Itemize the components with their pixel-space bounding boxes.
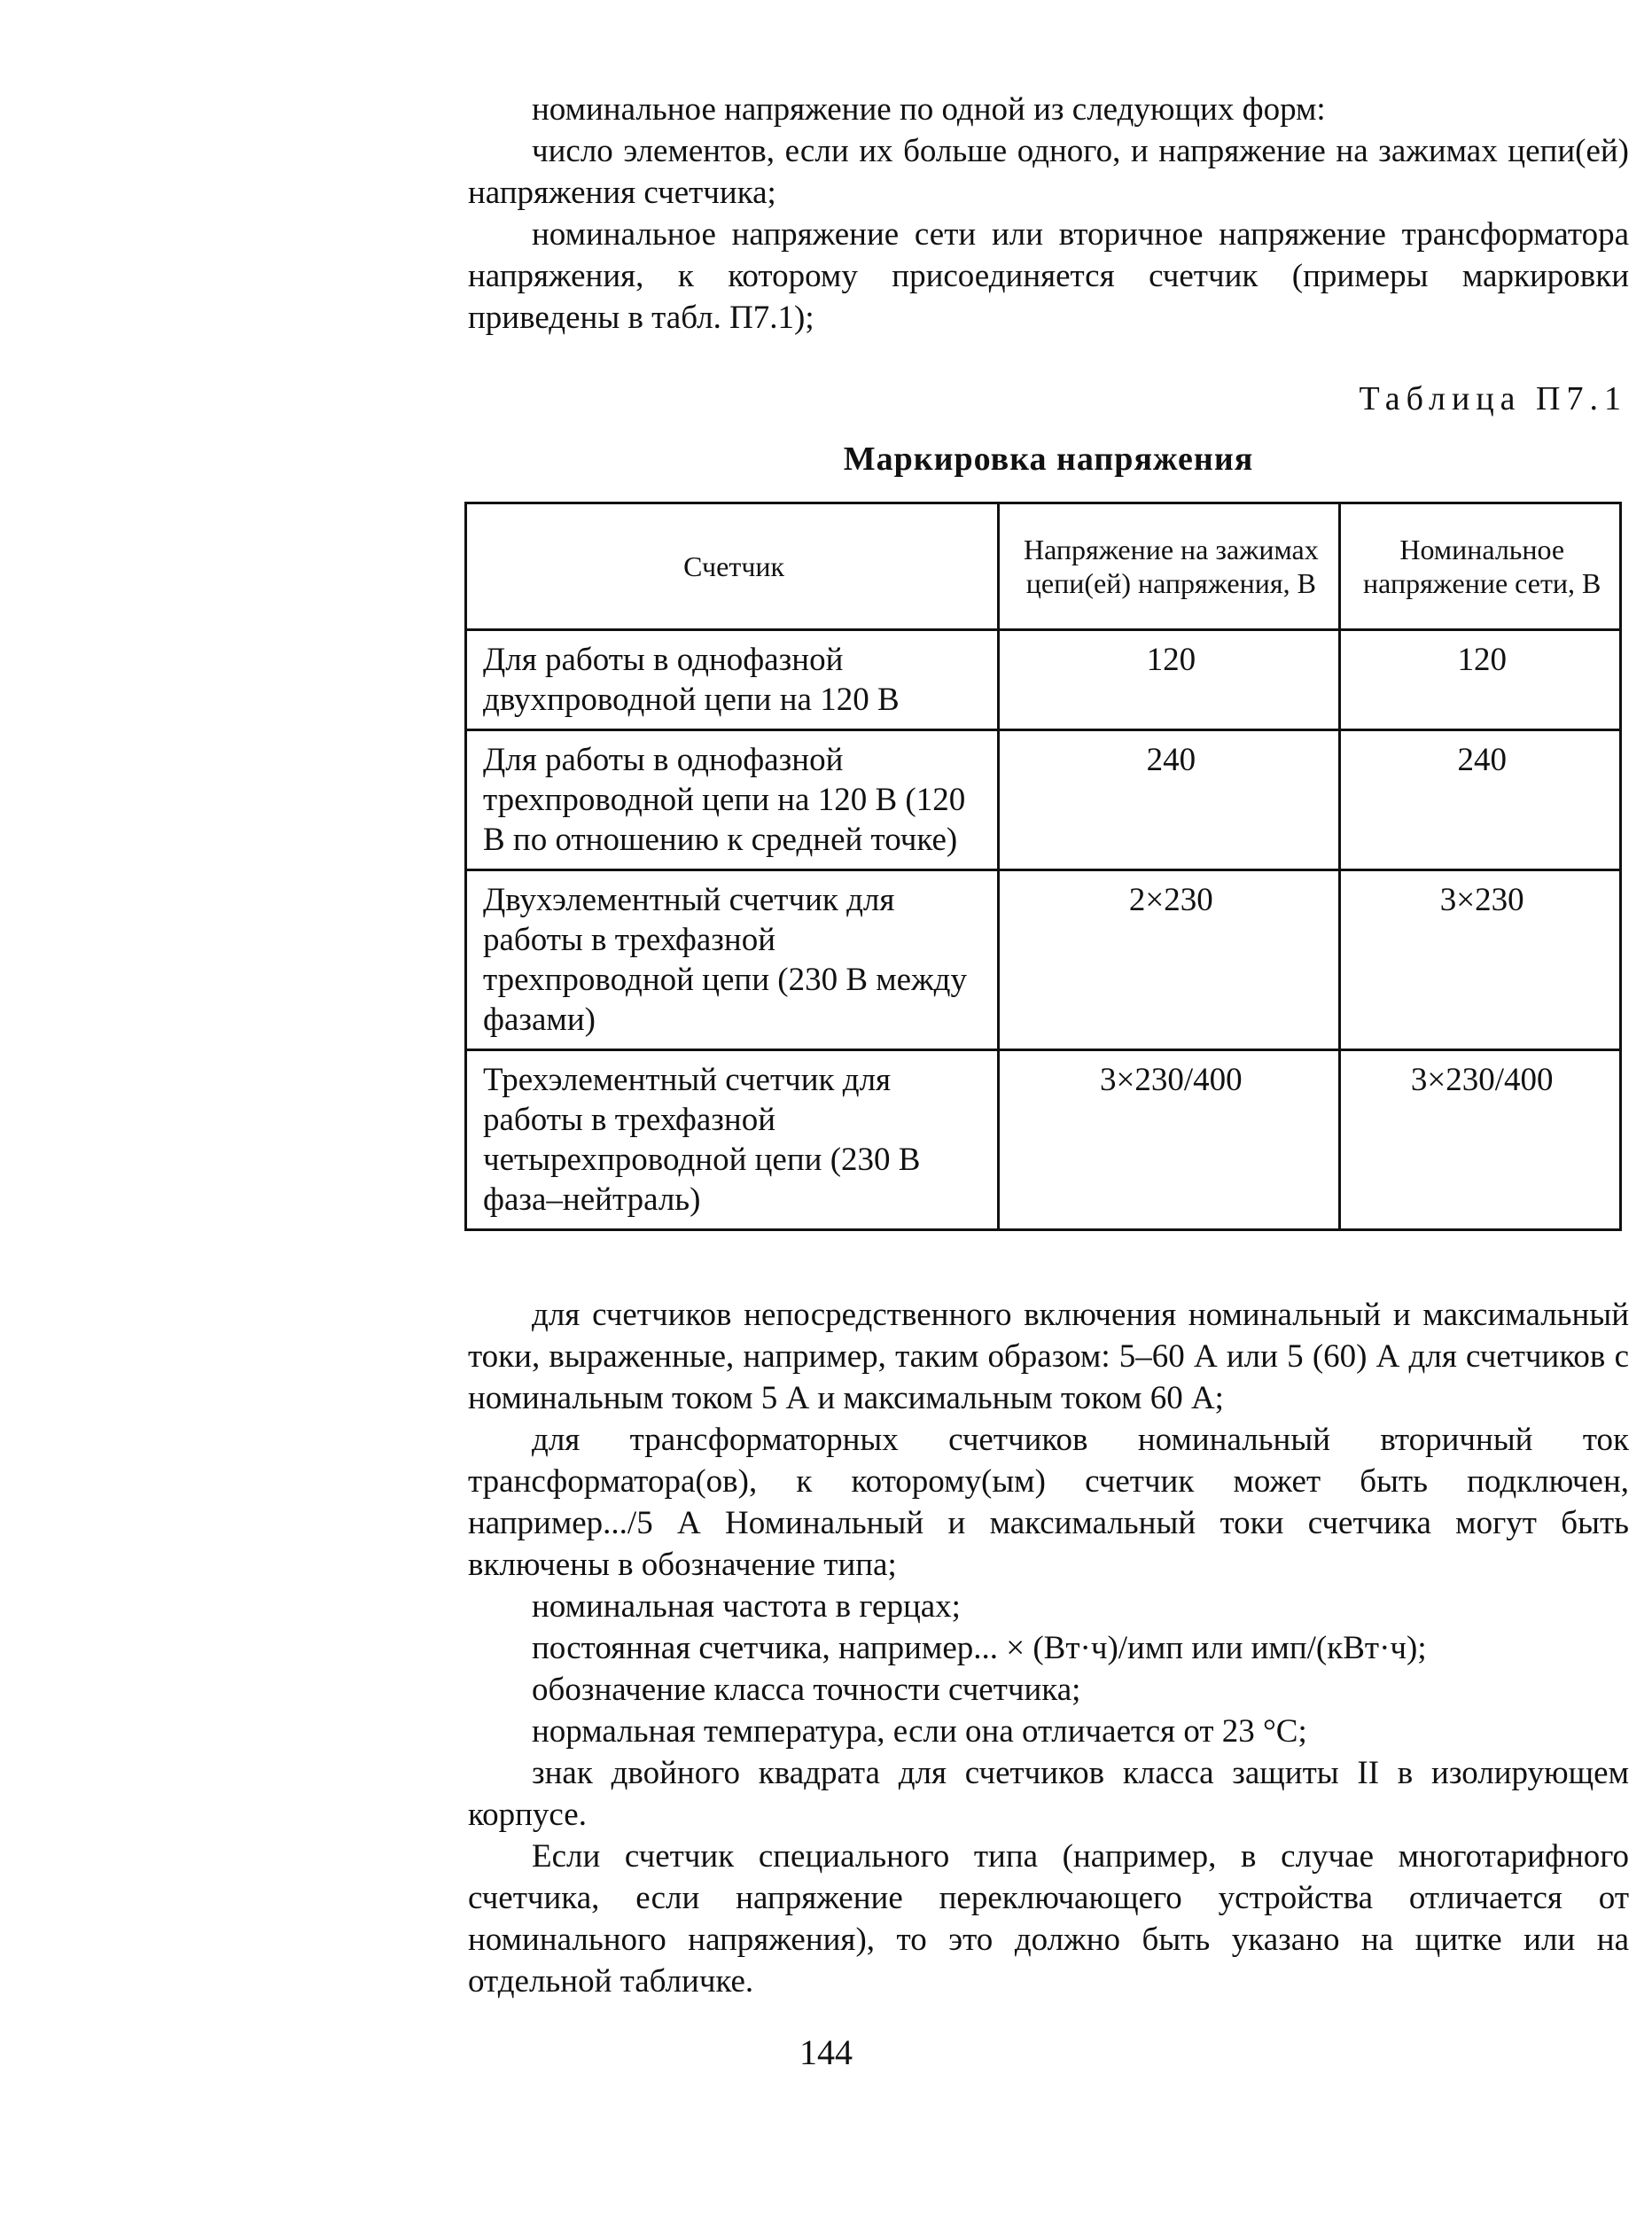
cell-network-voltage: 3×230 [1340,870,1621,1050]
cell-meter: Для работы в однофазной трехпроводной цепи на 120 В (120 В по отношению к средней точке) [466,730,999,870]
cell-terminal-voltage: 2×230 [999,870,1340,1050]
header-terminal-voltage: Напряжение на зажимах цепи(ей) напряжения, В [999,503,1340,630]
table-caption: Таблица П7.1 [1359,380,1627,417]
paragraph: номинальная частота в герцах; [532,1588,961,1625]
paragraph: Если счетчик специального типа (например, в случае многотарифного счетчика, если напряжение переключающего устройства отличается от номинального напряжения), то это должно быть указано на щитке или на отдельной табличке. [468,1838,1629,2000]
paragraph: для трансформаторных счетчиков номинальный вторичный ток трансформатора(ов), к которому(ым) счетчик может быть подключен, например.../5 А Номинальный и максимальный токи счетчика могут быть включены в обозначение типа; [468,1422,1629,1583]
cell-network-voltage: 3×230/400 [1340,1050,1621,1230]
cell-meter: Для работы в однофазной двухпроводной цепи на 120 В [466,630,999,730]
header-network-voltage: Номинальное напряжение сети, В [1340,503,1621,630]
cell-meter: Двухэлементный счетчик для работы в трехфазной трехпроводной цепи (230 В между фазами) [466,870,999,1050]
cell-terminal-voltage: 120 [999,630,1340,730]
intro-text-block [468,89,1629,339]
paragraph: обозначение класса точности счетчика; [532,1672,1081,1708]
table-title: Маркировка напряжения [843,441,1254,478]
paragraph: номинальное напряжение сети или вторичное напряжение трансформатора напряжения, к которому присоединяется счетчик (примеры маркировки приведены в табл. П7.1); [468,216,1629,336]
cell-meter: Трехэлементный счетчик для работы в трехфазной четырехпроводной цепи (230 В фаза–нейтраль) [466,1050,999,1230]
table-header-row [466,503,1621,630]
paragraph: для счетчиков непосредственного включения номинальный и максимальный токи, выраженные, например, таким образом: 5–60 А или 5 (60) А для счетчиков с номинальным током 5 А и максимальным током 60 А; [468,1297,1629,1416]
cell-network-voltage: 120 [1340,630,1621,730]
cell-terminal-voltage: 240 [999,730,1340,870]
table-row [466,1050,1621,1230]
voltage-marking-table [464,502,1622,1231]
paragraph: знак двойного квадрата для счетчиков класса защиты II в изолирующем корпусе. [468,1755,1629,1833]
page-number: 144 [799,2032,853,2072]
paragraph: постоянная счетчика, например... × (Вт·ч)/имп или имп/(кВт·ч); [532,1630,1427,1666]
paragraph: номинальное напряжение по одной из следующих форм: [532,91,1326,128]
table-row [466,870,1621,1050]
cell-network-voltage: 240 [1340,730,1621,870]
table-row [466,730,1621,870]
paragraph: нормальная температура, если она отличается от 23 °С; [532,1713,1307,1750]
cell-terminal-voltage: 3×230/400 [999,1050,1340,1230]
table-row [466,630,1621,730]
requirements-text-block [468,1294,1629,2002]
header-meter: Счетчик [466,503,999,630]
paragraph: число элементов, если их больше одного, и напряжение на зажимах цепи(ей) напряжения счетчика; [468,133,1629,211]
